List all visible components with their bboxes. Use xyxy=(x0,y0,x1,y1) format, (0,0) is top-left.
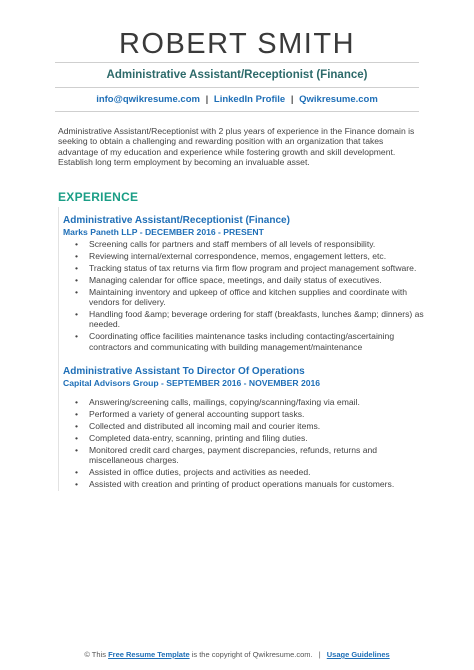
header-divider-bottom xyxy=(55,111,419,112)
job-entry xyxy=(63,366,428,489)
job-title: Administrative Assistant To Director Of Operations xyxy=(63,366,305,378)
bullet-icon: • xyxy=(75,274,79,285)
contact-line xyxy=(0,94,474,105)
bullet-icon: • xyxy=(75,331,79,342)
bullet-icon: • xyxy=(75,467,79,477)
bullet-text: Collected and distributed all incoming mail and courier items. xyxy=(89,420,321,431)
job-entry xyxy=(63,215,428,352)
bullet-text: Reviewing internal/external correspondence, memos, engagement letters, etc. xyxy=(89,250,387,261)
copyright-icon: © xyxy=(84,650,90,659)
usage-guidelines-link[interactable]: Usage Guidelines xyxy=(326,650,390,659)
contact-separator: | xyxy=(290,94,294,105)
bullet-text: Coordinating office facilities maintenance tasks including contacting/ascertaining contractors and communicating with building management/maintenance xyxy=(89,331,395,352)
header-divider-middle xyxy=(55,87,419,88)
job-title: Administrative Assistant/Receptionist (Finance) xyxy=(63,215,290,226)
bullet-text: Completed data-entry, scanning, printing and filing duties. xyxy=(89,432,308,443)
bullet-text: Monitored credit card charges, payment discrepancies, refunds, returns and miscellaneous charges. xyxy=(89,444,378,466)
bullet-icon: • xyxy=(75,432,79,443)
footer-copyright-text: is the copyright of Qwikresume.com. xyxy=(191,650,313,659)
job-bullet-item xyxy=(63,479,428,489)
bullet-icon: • xyxy=(75,420,79,431)
job-bullet-item xyxy=(63,263,428,273)
job-bullet-item xyxy=(63,331,428,352)
bullet-icon: • xyxy=(75,286,79,297)
job-bullets xyxy=(63,239,428,352)
footer xyxy=(0,650,474,659)
bullet-text: Tracking status of tax returns via firm flow program and project management software. xyxy=(89,262,417,273)
job-bullet-item xyxy=(63,251,428,261)
bullet-icon: • xyxy=(75,408,79,419)
experience-list xyxy=(58,207,428,491)
free-resume-template-link[interactable]: Free Resume Template xyxy=(108,650,190,659)
job-bullets xyxy=(63,397,428,489)
job-bullet-item xyxy=(63,421,428,431)
job-bullet-item xyxy=(63,287,428,308)
job-company-dates: Capital Advisors Group - SEPTEMBER 2016 - NOVEMBER 2016 xyxy=(63,378,321,389)
email-link[interactable]: info@qwikresume.com xyxy=(96,94,200,105)
job-bullet-item xyxy=(63,445,428,466)
job-bullet-item xyxy=(63,409,428,419)
bullet-icon: • xyxy=(75,239,79,249)
job-company-dates: Marks Paneth LLP - DECEMBER 2016 - PRESENT xyxy=(63,227,264,237)
candidate-title: Administrative Assistant/Receptionist (Finance) xyxy=(106,69,368,81)
job-bullet-item xyxy=(63,239,428,249)
summary-paragraph: Administrative Assistant/Receptionist with 2 plus years of experience in the Finance domain is seeking to obtain a challenging and rewarding position with an organization that takes advantage of my education and experience while fostering growth and skill development. Establish long term employment by becoming an invaluable asset. xyxy=(58,126,415,168)
experience-heading: EXPERIENCE xyxy=(58,190,139,204)
footer-prefix: This xyxy=(91,650,106,659)
bullet-icon: • xyxy=(75,397,79,408)
header-divider-top xyxy=(55,62,419,63)
contact-separator: | xyxy=(205,94,209,105)
bullet-text: Screening calls for partners and staff members of all levels of responsibility. xyxy=(89,239,376,249)
footer-separator: | xyxy=(318,650,321,659)
bullet-text: Assisted with creation and printing of product operations manuals for customers. xyxy=(89,478,395,489)
job-bullet-item xyxy=(63,275,428,285)
job-bullet-item xyxy=(63,397,428,407)
job-bullet-item xyxy=(63,467,428,477)
bullet-icon: • xyxy=(75,478,79,489)
bullet-icon: • xyxy=(75,308,79,319)
bullet-icon: • xyxy=(75,250,79,261)
bullet-text: Maintaining inventory and upkeep of office and kitchen supplies and coordinate with vendors for delivery. xyxy=(89,286,408,308)
bullet-icon: • xyxy=(75,444,79,455)
job-bullet-item xyxy=(63,433,428,443)
job-bullet-item xyxy=(63,309,428,330)
bullet-text: Managing calendar for office space, meetings, and daily status of executives. xyxy=(89,274,382,285)
bullet-text: Performed a variety of general accounting support tasks. xyxy=(89,408,305,419)
bullet-text: Handling food &amp; beverage ordering for staff (breakfasts, lunches &amp; dinners) as needed. xyxy=(89,308,424,330)
candidate-name: ROBERT SMITH xyxy=(118,28,356,60)
bullet-icon: • xyxy=(75,262,79,273)
linkedin-link[interactable]: LinkedIn Profile xyxy=(213,94,286,105)
website-link[interactable]: Qwikresume.com xyxy=(299,94,378,105)
bullet-text: Assisted in office duties, projects and activities as needed. xyxy=(89,467,311,477)
bullet-text: Answering/screening calls, mailings, copying/scanning/faxing via email. xyxy=(89,397,360,408)
